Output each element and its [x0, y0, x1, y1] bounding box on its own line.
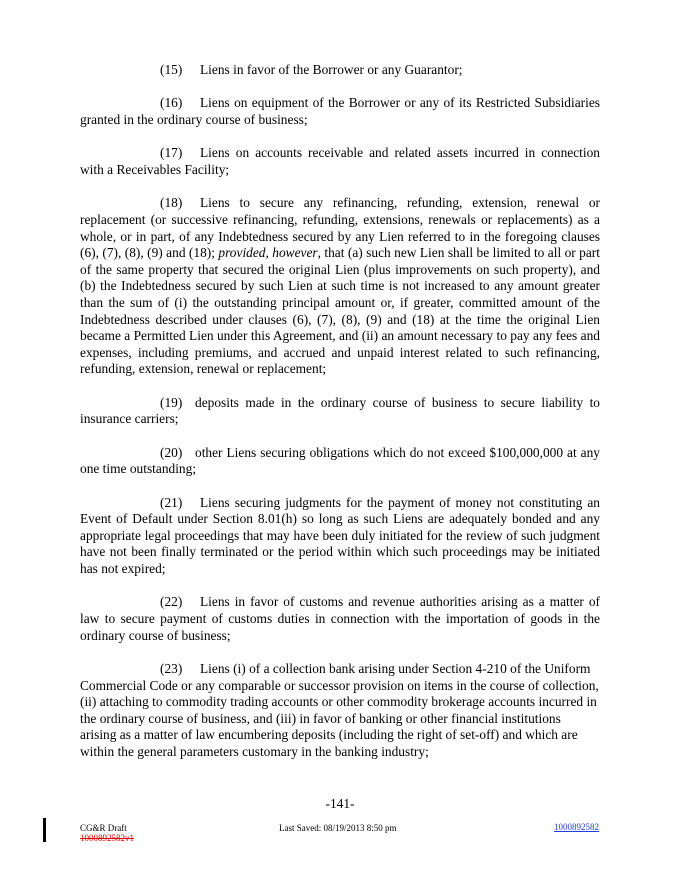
paragraph-22: [80, 594, 600, 644]
paragraph-17: [80, 145, 600, 178]
paragraph-23: [80, 661, 600, 761]
deleted-doc-id: 1000892582v1: [80, 833, 134, 843]
paragraph-text: deposits made in the ordinary course of business to secure liability to insurance carriers;: [80, 394, 600, 427]
footer-draft-info: [80, 823, 134, 843]
paragraph-15: [80, 62, 600, 79]
paragraph-19: [80, 395, 600, 428]
page-number: -141-: [325, 796, 355, 811]
paragraph-text: Liens on equipment of the Borrower or any of its Restricted Subsidiaries granted in the ordinary course of business;: [80, 95, 600, 127]
draft-label: CG&R Draft: [80, 823, 127, 833]
paragraph-text: Liens securing judgments for the payment of money not constituting an Event of Default under Section 8.01(h) so long as such Liens are adequately bonded and any appropriate legal proceedings that may have been duly initiated for the review of such judgment have not been finally terminated or the period within which such proceedings may be initiated has not expired;: [80, 494, 600, 577]
paragraph-text: Liens in favor of the Borrower or any Guarantor;: [200, 62, 463, 77]
paragraph-18: [80, 195, 600, 378]
paragraph-text: Liens on accounts receivable and related assets incurred in connection with a Receivables Facility;: [80, 145, 600, 177]
paragraph-text: Liens (i) of a collection bank arising under Section 4-210 of the Uniform Commercial Code or any comparable or successor provision on items in the course of collection, (ii) attaching to commodity trading accounts or other commodity brokerage accounts incurred in the ordinary course of business, and (iii) in favor of banking or other financial institutions arising as a matter of law encumbering deposits (including the right of set-off) and which are within the general parameters customary in the banking industry;: [80, 661, 599, 759]
paragraph-16: [80, 95, 600, 128]
paragraph-number: (19): [160, 394, 183, 410]
revision-change-bar: [43, 818, 46, 842]
paragraph-number: (18): [160, 195, 183, 211]
paragraph-number: (21): [160, 494, 183, 510]
paragraph-21: [80, 495, 600, 578]
paragraph-text: other Liens securing obligations which do not exceed $100,000,000 at any one time outstanding;: [80, 444, 600, 477]
paragraph-number: (15): [160, 62, 183, 77]
proviso-emphasis: provided, however: [218, 245, 318, 261]
paragraph-number: (23): [160, 661, 183, 676]
footer-last-saved: Last Saved: 08/19/2013 8:50 pm: [279, 823, 397, 833]
paragraph-text-part-a: Liens to secure any refinancing, refunding, extension, renewal or replacement (or successive refinancing, refunding, extensions, renewals or replacements) as a whole, or in part, of any Indebtedness secured by any Lien referred to in the foregoing clauses (6), (7), (8), (9) and (18);: [80, 195, 600, 261]
paragraph-number: (16): [160, 95, 183, 111]
paragraph-number: (17): [160, 145, 183, 161]
footer-doc-id: 1000892582: [554, 822, 599, 832]
document-body: [80, 62, 600, 777]
paragraph-20: [80, 445, 600, 478]
paragraph-text: Liens in favor of customs and revenue authorities arising as a matter of law to secure payment of customs duties in connection with the importation of goods in the ordinary course of business;: [80, 594, 600, 643]
paragraph-text-part-b: , that (a) such new Lien shall be limited to all or part of the same property that secured the original Lien (plus improvements on such property), and (b) the Indebtedness secured by such Lien at such time is not increased to any amount greater than the sum of (i) the outstanding principal amount or, if greater, committed amount of the Indebtedness described under clauses (6), (7), (8), (9) and (18) at the time the original Lien became a Permitted Lien under this Agreement, and (ii) an amount necessary to pay any fees and expenses, including premiums, and accrued and unpaid interest related to such refinancing, refunding, extension, renewal or replacement;: [80, 245, 600, 377]
paragraph-number: (20): [160, 444, 183, 460]
paragraph-number: (22): [160, 594, 183, 610]
